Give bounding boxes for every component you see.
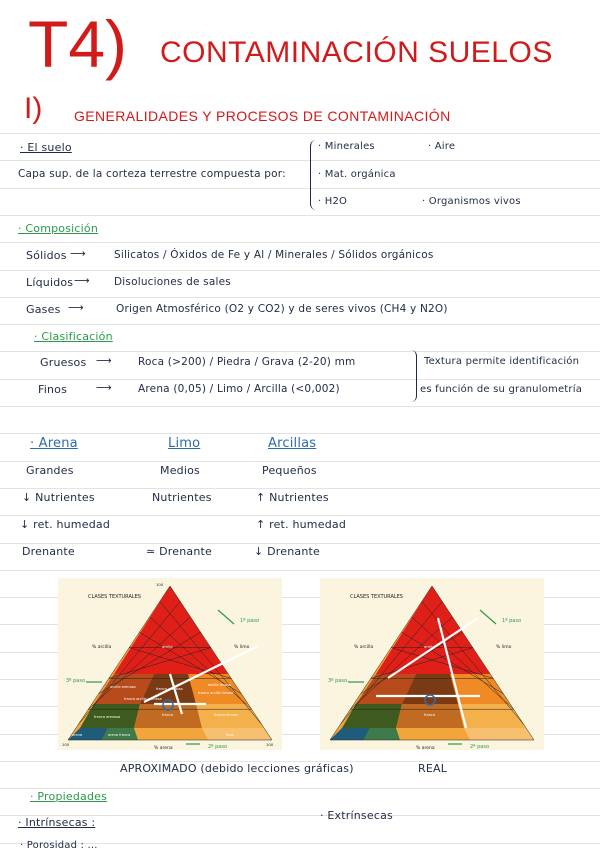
axis-label-arcilla: % arcilla <box>354 645 374 650</box>
axis-label-arena: % arena <box>416 746 435 750</box>
arcillas-item: ↓ Drenante <box>254 545 320 558</box>
brace <box>310 140 317 210</box>
clasificacion-note-2: es función de su granulometría <box>420 384 583 395</box>
clasificacion-note-1: Textura permite identificación <box>424 356 580 367</box>
extrinsecas-heading: · Extrínsecas <box>320 809 393 822</box>
zone-label: arcilla limosa <box>208 683 232 687</box>
zone-label: franco arenosa <box>94 715 121 719</box>
ruled-line <box>0 270 600 271</box>
zone-label: franco arcillo arenosa <box>124 697 162 701</box>
axis-label-limo: % limo <box>234 645 250 650</box>
limo-item: ≃ Drenante <box>146 545 212 558</box>
zone-label: franco arcillosa <box>156 687 183 691</box>
step-2-label: 2º paso <box>208 744 228 750</box>
axis-label-arcilla: % arcilla <box>92 645 112 650</box>
zone-label: arcilla <box>424 645 435 649</box>
composicion-label-solidos: Sólidos <box>26 249 67 262</box>
zone-label: franco limosa <box>214 713 238 717</box>
arrow-icon: ⟶ <box>96 381 112 394</box>
zone-label: arcilla <box>162 645 173 649</box>
arrow-icon: ⟶ <box>96 354 112 367</box>
ruled-line <box>0 488 600 489</box>
composicion-value-liquidos: Disoluciones de sales <box>114 276 231 288</box>
arcillas-item: ↑ ret. humedad <box>256 518 346 531</box>
zone-arena <box>330 728 370 740</box>
composicion-label-liquidos: Líquidos <box>26 276 74 289</box>
ruled-line <box>0 379 600 380</box>
composicion-value-solidos: Silicatos / Óxidos de Fe y Al / Minerales / Sólidos orgánicos <box>114 249 434 261</box>
texture-triangle-svg <box>320 578 544 750</box>
ruled-line <box>0 297 600 298</box>
limo-item: Medios <box>160 464 200 477</box>
suelo-heading: · El suelo <box>20 141 72 154</box>
ruled-line <box>0 570 600 571</box>
ruled-line <box>0 461 600 462</box>
composicion-heading: · Composición <box>18 222 99 235</box>
zone-label: franco arcillo limosa <box>198 691 234 695</box>
ruled-line <box>0 133 600 134</box>
caption-approx: APROXIMADO (debido lecciones gráficas) <box>120 762 354 775</box>
composicion-value-gases: Origen Atmosférico (O2 y CO2) y de seres vivos (CH4 y N2O) <box>116 303 448 315</box>
clasificacion-label-gruesos: Gruesos <box>40 356 87 369</box>
zone-label: arena <box>72 733 83 737</box>
zone-franco-arenosa <box>342 704 402 728</box>
step-arrow <box>480 610 496 624</box>
intrinsecas-heading: · Intrínsecas : <box>18 816 96 829</box>
tick-label: 100 <box>266 742 274 747</box>
ruled-line <box>0 433 600 434</box>
arrow-icon: ⟶ <box>68 301 84 314</box>
zone-franco-limosa <box>458 704 526 728</box>
brace <box>410 350 417 402</box>
step-1-label: 1º paso <box>502 618 522 624</box>
texture-triangle-real <box>320 578 544 750</box>
suelo-item-mat-organica: · Mat. orgánica <box>318 169 396 180</box>
suelo-item-organismos: · Organismos vivos <box>422 196 521 207</box>
section-title: GENERALIDADES Y PROCESOS DE CONTAMINACIÓN <box>74 108 451 124</box>
step-3-label: 3º paso <box>66 678 86 684</box>
ruled-line <box>0 242 600 243</box>
chart-title: CLASES TEXTURALES <box>88 594 141 600</box>
clasificacion-heading: · Clasificación <box>34 330 113 343</box>
col-arena-heading: · Arena <box>30 436 78 451</box>
tick-label: 100 <box>156 582 164 587</box>
ruled-line <box>0 406 600 407</box>
axis-label-arena: % arena <box>154 746 173 750</box>
suelo-item-aire: · Aire <box>428 141 456 152</box>
arrow-icon: ⟶ <box>70 247 86 260</box>
suelo-item-minerales: · Minerales <box>318 141 375 152</box>
arcillas-item: ↑ Nutrientes <box>256 491 329 504</box>
ruled-line <box>0 788 600 789</box>
caption-real: REAL <box>418 762 448 775</box>
zone-label: arena franca <box>108 733 131 737</box>
clasificacion-label-finos: Finos <box>38 383 68 396</box>
step-1-label: 1º paso <box>240 618 260 624</box>
arrow-icon: ⟶ <box>74 274 90 287</box>
composicion-label-gases: Gases <box>26 303 61 316</box>
ruled-line <box>0 515 600 516</box>
zone-label: franco <box>424 713 436 717</box>
limo-item: Nutrientes <box>152 491 212 504</box>
suelo-item-h2o: · H2O <box>318 196 348 207</box>
texture-triangle-approx <box>58 578 282 750</box>
page-title: CONTAMINACIÓN SUELOS <box>160 36 553 69</box>
ruled-line <box>0 188 600 189</box>
ruled-line <box>0 215 600 216</box>
zone-label: arcillo arenosa <box>110 685 136 689</box>
step-3-label: 3º paso <box>328 678 348 684</box>
col-limo-heading: Limo <box>168 436 201 451</box>
step-2-label: 2º paso <box>470 744 490 750</box>
axis-label-limo: % limo <box>496 645 512 650</box>
zone-label: franco <box>162 713 174 717</box>
step-arrow <box>218 610 234 624</box>
chart-title: CLASES TEXTURALES <box>350 594 403 600</box>
zone-limo <box>464 728 534 740</box>
arena-item: ↓ Nutrientes <box>22 491 95 504</box>
ruled-line <box>0 160 600 161</box>
ruled-line <box>0 324 600 325</box>
arena-item: Grandes <box>26 464 74 477</box>
propiedades-heading: · Propiedades <box>30 790 108 803</box>
ruled-line <box>0 543 600 544</box>
unit-number: T4) <box>28 7 127 81</box>
zone-limo <box>202 728 272 740</box>
ruled-line <box>0 351 600 352</box>
arena-item: ↓ ret. humedad <box>20 518 110 531</box>
section-number: I) <box>24 92 43 125</box>
clasificacion-value-gruesos: Roca (>200) / Piedra / Grava (2-20) mm <box>138 356 356 368</box>
suelo-definition: Capa sup. de la corteza terrestre compuesta por: <box>18 168 286 180</box>
tick-label: 100 <box>62 742 70 747</box>
partial-line: · Porosidad : ... <box>20 840 98 851</box>
zone-label: limo <box>226 733 234 737</box>
zone-arena-franca <box>364 728 400 740</box>
clasificacion-value-finos: Arena (0,05) / Limo / Arcilla (<0,002) <box>138 383 340 395</box>
arena-item: Drenante <box>22 545 75 558</box>
col-arcillas-heading: Arcillas <box>268 436 317 451</box>
texture-triangle-svg <box>58 578 282 750</box>
arcillas-item: Pequeños <box>262 464 317 477</box>
